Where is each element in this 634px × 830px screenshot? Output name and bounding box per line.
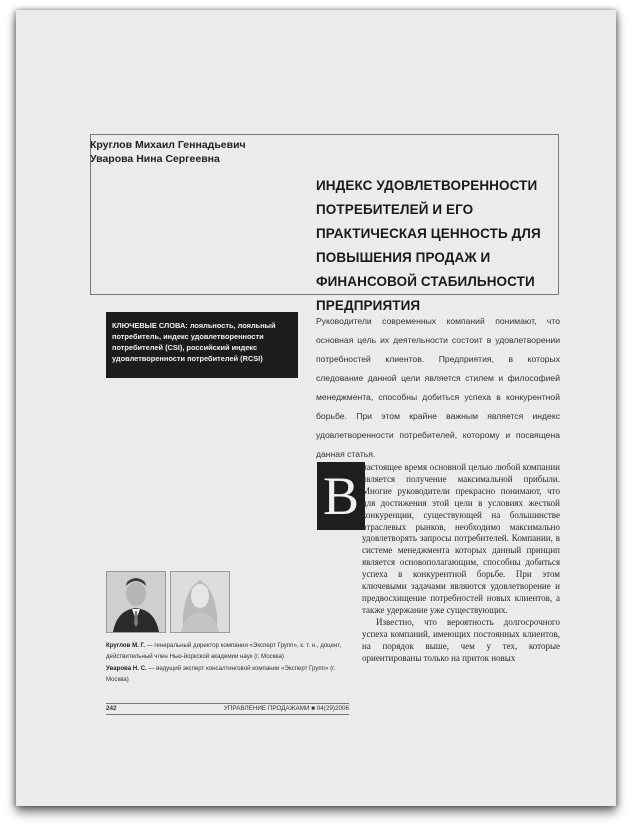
- keywords-box: [106, 312, 298, 378]
- body-paragraph: настоящее время основной целью любой компании является получение максимальной прибыли. Многие руководители прекрасно понимают, что для достижения этой цели в условиях жесткой конкуренции, существующей на большинстве отраслевых рынков, необходимо максимально удовлетворять запросы потребителей. Компании, в системе менеджмента которых данный принцип является основополагающим, способны добиться успеха в конкурентной борьбе. При этом ключевыми задачами являются удовлетворение и предвосхищение потребностей новых клиентов, а также удержание уже существующих.: [362, 462, 560, 615]
- author-name: Круглов Михаил Геннадьевич: [90, 139, 246, 151]
- authors-block: [90, 138, 246, 166]
- body-paragraph: Известно, что вероятность долгосрочного успеха компаний, имеющих постоянных клиентов, на порядок выше, чем у тех, которые ориентированы только на приток новых: [362, 616, 560, 663]
- drop-cap: В: [317, 462, 365, 530]
- keywords-text: лояльность, лояльный потребитель, индекс удовлетворенности потребителей (CSI), российский индекс удовлетворенности потребителей (RCSI): [112, 321, 276, 363]
- author-photo-kruglov: [106, 571, 166, 633]
- keywords-label: КЛЮЧЕВЫЕ СЛОВА:: [112, 321, 188, 330]
- lead-paragraph: Руководители современных компаний понимают, что основная цель их деятельности состоит в удовлетворении потребностей клиентов. Предприятия, в которых следование данной цели является стилем и философией менеджмента, способны добиться успеха в конкурентной борьбе. При этом крайне важным является индекс удовлетворенности потребителей, которому и посвящена данная статья.: [316, 316, 560, 459]
- caption-text: — генеральный директор компании «Эксперт Групп», к. т. н., доцент, действительный член Нью-йоркской академии наук (г. Москва): [106, 642, 342, 661]
- caption-text: — ведущий эксперт консалтинговой компании «Эксперт Групп» (г. Москва): [106, 664, 336, 683]
- author-photo-uvarova: [170, 571, 230, 633]
- author-name: Уварова Нина Сергеевна: [90, 153, 220, 165]
- article-title: ИНДЕКС УДОВЛЕТВОРЕННОСТИ ПОТРЕБИТЕЛЕЙ И ЕГО ПРАКТИЧЕСКАЯ ЦЕННОСТЬ ДЛЯ ПОВЫШЕНИЯ ПРОДАЖ И ФИНАНСОВОЙ СТАБИЛЬНОСТИ ПРЕДПРИЯТИЯ: [316, 178, 541, 313]
- page-footer: [106, 703, 349, 715]
- caption-line: [106, 663, 350, 686]
- magazine-page: [16, 10, 616, 806]
- author-captions: [106, 640, 350, 685]
- caption-name: Уварова Н. С.: [106, 664, 147, 672]
- caption-line: [106, 640, 350, 663]
- caption-name: Круглов М. Г.: [106, 642, 145, 649]
- page-number: 242: [106, 705, 117, 712]
- article-body: [362, 462, 560, 664]
- magazine-issue: УПРАВЛЕНИЕ ПРОДАЖАМИ ■ 04(29)2006: [223, 705, 349, 712]
